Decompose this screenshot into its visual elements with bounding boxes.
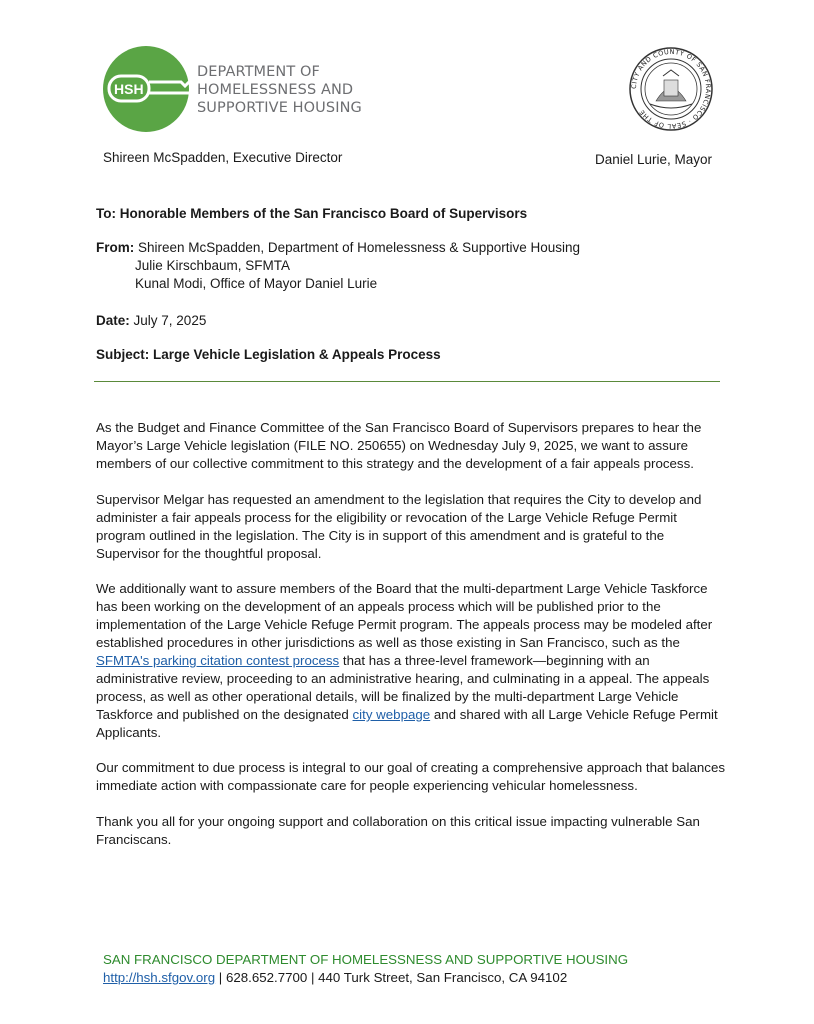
header-divider bbox=[94, 381, 720, 382]
paragraph-text: Thank you all for your ongoing support and collaboration on this critical issue impacting vulnerable San Franciscans. bbox=[96, 814, 700, 847]
parking-citation-link[interactable]: SFMTA's parking citation contest process bbox=[96, 653, 340, 668]
memo-date bbox=[96, 313, 206, 328]
dept-line: DEPARTMENT OF bbox=[197, 64, 320, 80]
paragraph-text: As the Budget and Finance Committee of the San Francisco Board of Supervisors prepares to hear the Mayor’s Large Vehicle legislation (FILE NO. 250655) on Wednesday July 9, 2025, we want to assure members of our collective commitment to this strategy and the development of a fair appeals process. bbox=[96, 420, 702, 471]
paragraph-text: Our commitment to due process is integral to our goal of creating a comprehensive approach that balances immediate action with compassionate care for people experiencing vehicular homelessness. bbox=[96, 760, 725, 793]
city-webpage-link[interactable]: city webpage bbox=[352, 707, 431, 722]
from-line: Julie Kirschbaum, SFMTA bbox=[135, 258, 291, 273]
dept-line: HOMELESSNESS AND bbox=[197, 82, 354, 98]
footer-contact bbox=[103, 970, 567, 985]
subject-label: Subject: bbox=[96, 347, 150, 362]
from-label: From: bbox=[96, 240, 135, 255]
paragraph-text bbox=[96, 580, 726, 742]
memo-subject bbox=[96, 347, 441, 362]
date-label: Date: bbox=[96, 313, 130, 328]
date-value: July 7, 2025 bbox=[133, 313, 207, 328]
paragraph bbox=[96, 491, 726, 563]
paragraph-segment: that has a three-level framework—beginning with an administrative review, proceeding to an administrative hearing, and culminating in a appeal. The appeals process, as well as other operational details, will be finalized by the multi-department Large Vehicle Taskforce and published on the designated bbox=[96, 653, 710, 722]
memo-from bbox=[96, 240, 580, 255]
paragraph bbox=[96, 580, 726, 742]
to-value: Honorable Members of the San Francisco Board of Supervisors bbox=[119, 206, 528, 221]
footer-url-link[interactable]: http://hsh.sfgov.org bbox=[103, 970, 216, 985]
mayor: Daniel Lurie, Mayor bbox=[595, 152, 713, 167]
from-value: Shireen McSpadden, Department of Homelessness & Supportive Housing bbox=[138, 240, 581, 255]
seal-text: CITY AND COUNTY OF SAN FRANCISCO · SEAL OF THE bbox=[629, 47, 713, 131]
subject-value: Large Vehicle Legislation & Appeals Process bbox=[153, 347, 441, 362]
logo-abbr: HSH bbox=[114, 81, 144, 97]
paragraph-text: Supervisor Melgar has requested an amendment to the legislation that requires the City to develop and administer a fair appeals process for the eligibility or revocation of the Large Vehicle Refuge Permit program outlined in the legislation. The City is in support of this amendment and is grateful to the Supervisor for the thoughtful proposal. bbox=[96, 492, 702, 561]
dept-line: SUPPORTIVE HOUSING bbox=[197, 100, 362, 116]
paragraph bbox=[96, 419, 726, 473]
paragraph bbox=[96, 813, 726, 849]
from-line: Kunal Modi, Office of Mayor Daniel Lurie bbox=[135, 276, 378, 291]
footer-contact-text: | 628.652.7700 | 440 Turk Street, San Francisco, CA 94102 bbox=[215, 970, 568, 985]
to-label: To: bbox=[96, 206, 116, 221]
paragraph bbox=[96, 759, 726, 795]
footer-title: SAN FRANCISCO DEPARTMENT OF HOMELESSNESS AND SUPPORTIVE HOUSING bbox=[103, 952, 629, 967]
paragraph-segment: We additionally want to assure members of the Board that the multi-department Large Vehicle Taskforce has been working on the development of an appeals process which will be published prior to the implementation of the Large Vehicle Refuge Permit program. The appeals process may be modeled after established procedures in other jurisdictions as well as those existing in San Francisco, such as the bbox=[96, 581, 713, 650]
memo-to bbox=[96, 206, 527, 221]
city-seal-icon bbox=[628, 46, 714, 132]
paragraph-segment: and shared with all Large Vehicle Refuge Permit Applicants. bbox=[96, 707, 718, 740]
executive-director: Shireen McSpadden, Executive Director bbox=[103, 150, 343, 165]
department-name bbox=[197, 63, 362, 117]
